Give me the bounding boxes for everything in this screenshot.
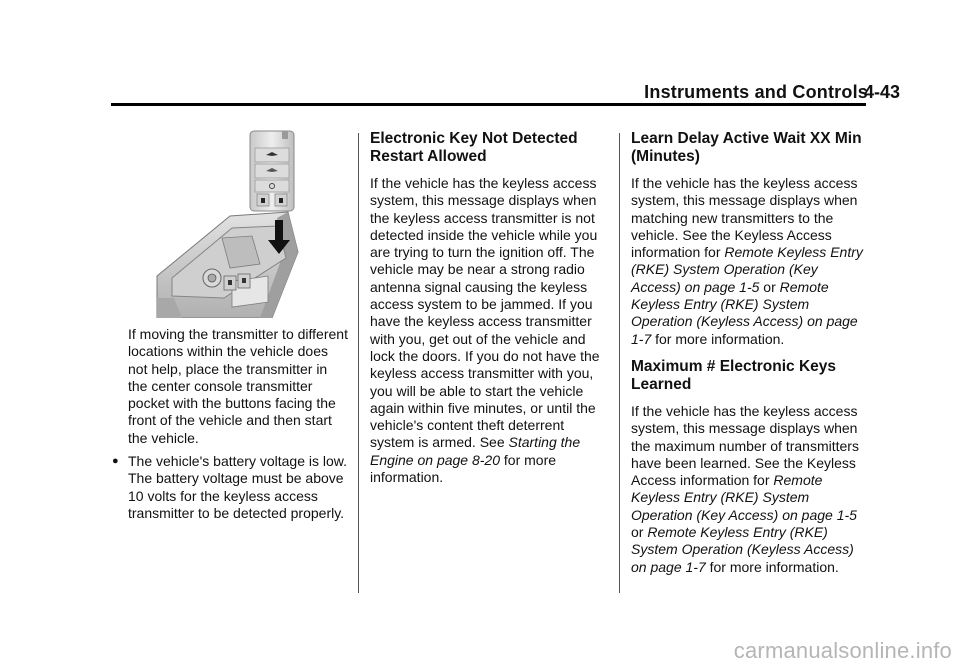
cross-reference-link[interactable]: Starting the Engine on page 8-20 — [370, 434, 581, 468]
body-text: If the vehicle has the keyless access system, this message displays when the maximum number of transmitters have been learned. See the Keyless Access information for — [631, 402, 859, 489]
body-text: If the vehicle has the keyless access system, this message displays when matching new transmitters to the vehicle. See the Keyless Access information for — [631, 175, 858, 261]
cross-reference-link[interactable]: Remote Keyless Entry (RKE) System Operation (Key Access) on page 1-5 — [631, 472, 857, 523]
column-1 — [112, 128, 348, 522]
header-rule — [111, 103, 866, 106]
list-item — [112, 453, 348, 522]
section-heading: Learn Delay Active Wait XX Min (Minutes) — [631, 130, 862, 165]
bullet-icon: ● — [112, 455, 119, 468]
cross-reference-link[interactable]: Remote Keyless Entry (RKE) System Operation (Keyless Access) on page 1-7 — [631, 524, 854, 575]
body-text: or — [759, 278, 780, 295]
paragraph — [631, 175, 867, 348]
column-divider-2 — [619, 133, 620, 593]
column-2 — [370, 130, 610, 486]
paragraph: If moving the transmitter to different locations within the vehicle does not help, place the transmitter in the center console transmitter pocket with the buttons facing the front of the vehicle and then start the vehicle. — [128, 326, 348, 446]
column-3 — [631, 130, 867, 576]
section-heading: Electronic Key Not Detected Restart Allowed — [370, 130, 578, 165]
body-text: for more information. — [705, 558, 839, 575]
cross-reference-link[interactable]: Remote Keyless Entry (RKE) System Operation (Key Access) on page 1-5 — [631, 244, 863, 295]
bullet-text: The vehicle's battery voltage is low. The battery voltage must be above 10 volts for the keyless access transmitter to be detected properly. — [128, 453, 348, 521]
watermark: carmanualsonline.info — [733, 638, 952, 663]
section-title: Instruments and Controls — [644, 82, 868, 102]
body-text: for more information. — [370, 451, 557, 486]
column-divider-1 — [358, 133, 359, 593]
paragraph — [631, 403, 867, 576]
body-text: or — [631, 524, 648, 541]
transmitter-in-console-pocket-icon — [112, 128, 348, 318]
body-text: for more information. — [651, 330, 785, 347]
cross-reference-link[interactable]: Remote Keyless Entry (RKE) System Operation (Keyless Access) on page 1-7 — [631, 278, 858, 347]
body-text: If the vehicle has the keyless access system, this message displays when the keyless access transmitter is not detected inside the vehicle while you are trying to turn the ignition off. The vehicle may be near a strong radio antenna signal causing the keyless access system to be jammed. If you have the keyless access transmitter with you, get out of the vehicle and lock the doors. If you do not have the keyless access transmitter with you, you will be able to start the vehicle again within five minutes, or until the vehicle's content theft deterrent system is armed. See — [370, 175, 600, 451]
page-number: 4-43 — [863, 82, 900, 102]
paragraph — [370, 175, 610, 486]
section-heading: Maximum # Electronic Keys Learned — [631, 357, 837, 393]
